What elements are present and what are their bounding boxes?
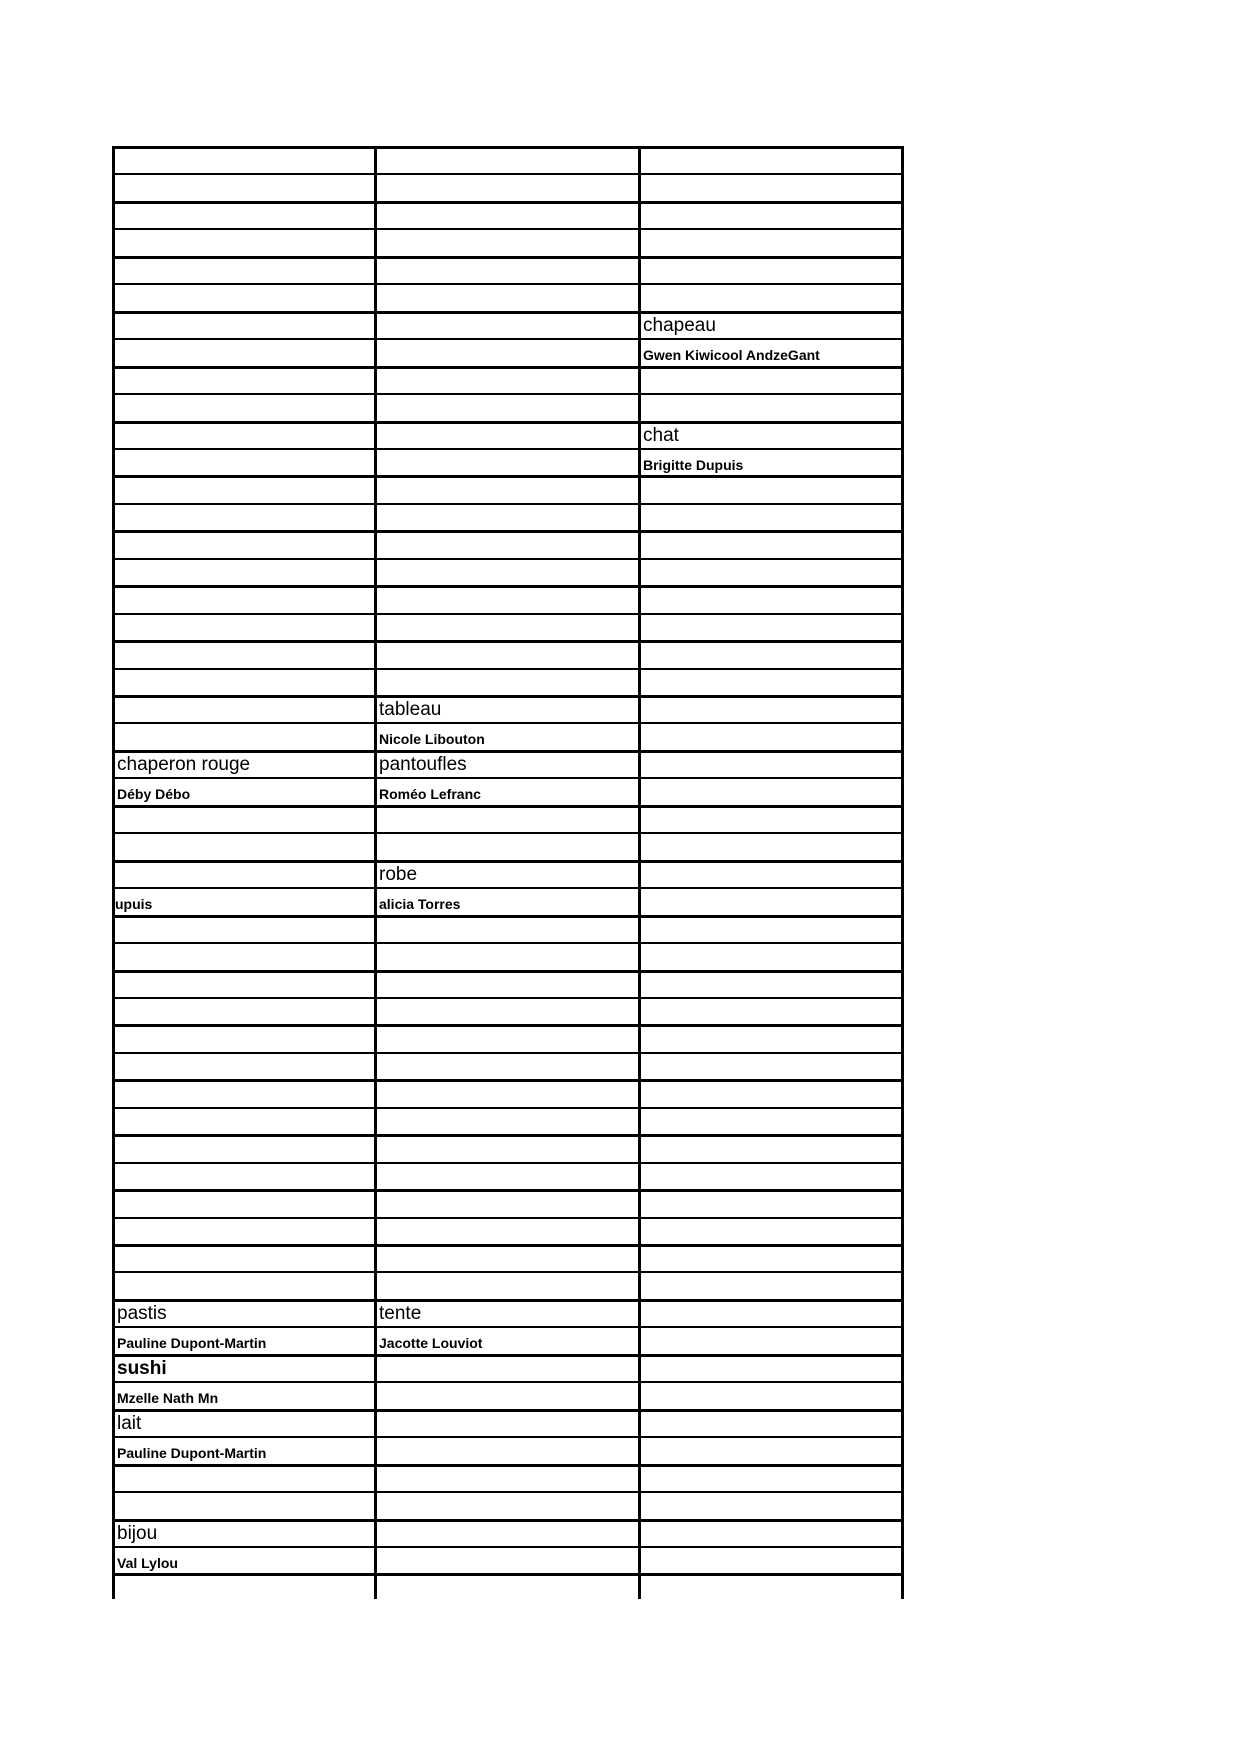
grid-row-line: [112, 173, 904, 175]
grid-row-line: [112, 915, 904, 918]
grid-row-line: [112, 1546, 904, 1548]
grid-row-line: [112, 1409, 904, 1412]
grid-row-line: [112, 146, 904, 149]
cell-author-text: alicia Torres: [379, 896, 461, 913]
cell-item-text: sushi: [117, 1357, 167, 1379]
grid-row-line: [112, 530, 904, 533]
cell-author-text: Nicole Libouton: [379, 731, 485, 748]
cell-author-text: Roméo Lefranc: [379, 786, 481, 803]
grid-row-line: [112, 942, 904, 944]
grid-row-line: [112, 613, 904, 615]
grid-row-line: [112, 777, 904, 779]
cell-author-text: Gwen Kiwicool AndzeGant: [643, 347, 820, 364]
grid-row-line: [112, 1271, 904, 1273]
grid-row-line: [112, 393, 904, 395]
grid-row-line: [112, 1217, 904, 1219]
cell-item-text: bijou: [117, 1522, 158, 1544]
cell-author-text: Pauline Dupont-Martin: [117, 1335, 267, 1352]
cell-item-text: lait: [117, 1412, 142, 1434]
cell-item-text: pastis: [117, 1302, 167, 1324]
grid-row-line: [112, 475, 904, 478]
grid-row-line: [112, 1354, 904, 1357]
cell-item-text: pantoufles: [379, 753, 467, 775]
grid-row-line: [112, 503, 904, 505]
grid-row-line: [112, 1052, 904, 1054]
grid-row-line: [112, 1189, 904, 1192]
grid-row-line: [112, 997, 904, 999]
spreadsheet-grid: [112, 146, 904, 1599]
grid-row-line: [112, 228, 904, 230]
grid-row-line: [112, 695, 904, 698]
cell-author-text: Mzelle Nath Mn: [117, 1390, 219, 1407]
cell-author-text: Val Lylou: [117, 1554, 178, 1571]
grid-row-line: [112, 1079, 904, 1082]
grid-row-line: [112, 201, 904, 204]
grid-row-line: [112, 448, 904, 450]
grid-row-line: [112, 860, 904, 863]
grid-row-line: [112, 887, 904, 889]
grid-row-line: [112, 1134, 904, 1137]
grid-row-line: [112, 750, 904, 753]
cell-author-text: Pauline Dupont-Martin: [117, 1445, 267, 1462]
grid-row-line: [112, 640, 904, 643]
grid-row-line: [112, 558, 904, 560]
grid-row-line: [112, 668, 904, 670]
cell-item-text: tente: [379, 1302, 422, 1324]
grid-row-line: [112, 338, 904, 340]
grid-row-line: [112, 970, 904, 973]
grid-row-line: [112, 1162, 904, 1164]
cell-item-text: chat: [643, 424, 679, 446]
grid-row-line: [112, 1464, 904, 1467]
cell-item-text: chapeau: [643, 314, 716, 336]
cell-item-text: robe: [379, 863, 418, 885]
cell-item-text: tableau: [379, 699, 442, 720]
cell-author-text: Jacotte Louviot: [379, 1335, 483, 1352]
grid-row-line: [112, 311, 904, 314]
grid-row-line: [112, 1436, 904, 1438]
grid-row-line: [112, 1107, 904, 1109]
cell-author-text: Déby Débo: [117, 786, 191, 803]
grid-row-line: [112, 1491, 904, 1493]
grid-row-line: [112, 1244, 904, 1247]
grid-row-line: [112, 1024, 904, 1027]
cell-item-text: chaperon rouge: [117, 753, 251, 775]
grid-row-line: [112, 421, 904, 424]
grid-row-line: [112, 366, 904, 369]
cell-author-text: upuis: [115, 896, 153, 913]
grid-row-line: [112, 722, 904, 724]
grid-row-line: [112, 283, 904, 285]
grid-row-line: [112, 1326, 904, 1328]
grid-row-line: [112, 585, 904, 588]
grid-row-line: [112, 832, 904, 834]
grid-row-line: [112, 256, 904, 259]
grid-row-line: [112, 1573, 904, 1576]
grid-row-line: [112, 1519, 904, 1522]
cell-author-text: Brigitte Dupuis: [643, 456, 744, 473]
grid-row-line: [112, 1299, 904, 1302]
grid-row-line: [112, 805, 904, 808]
grid-row-line: [112, 1381, 904, 1383]
